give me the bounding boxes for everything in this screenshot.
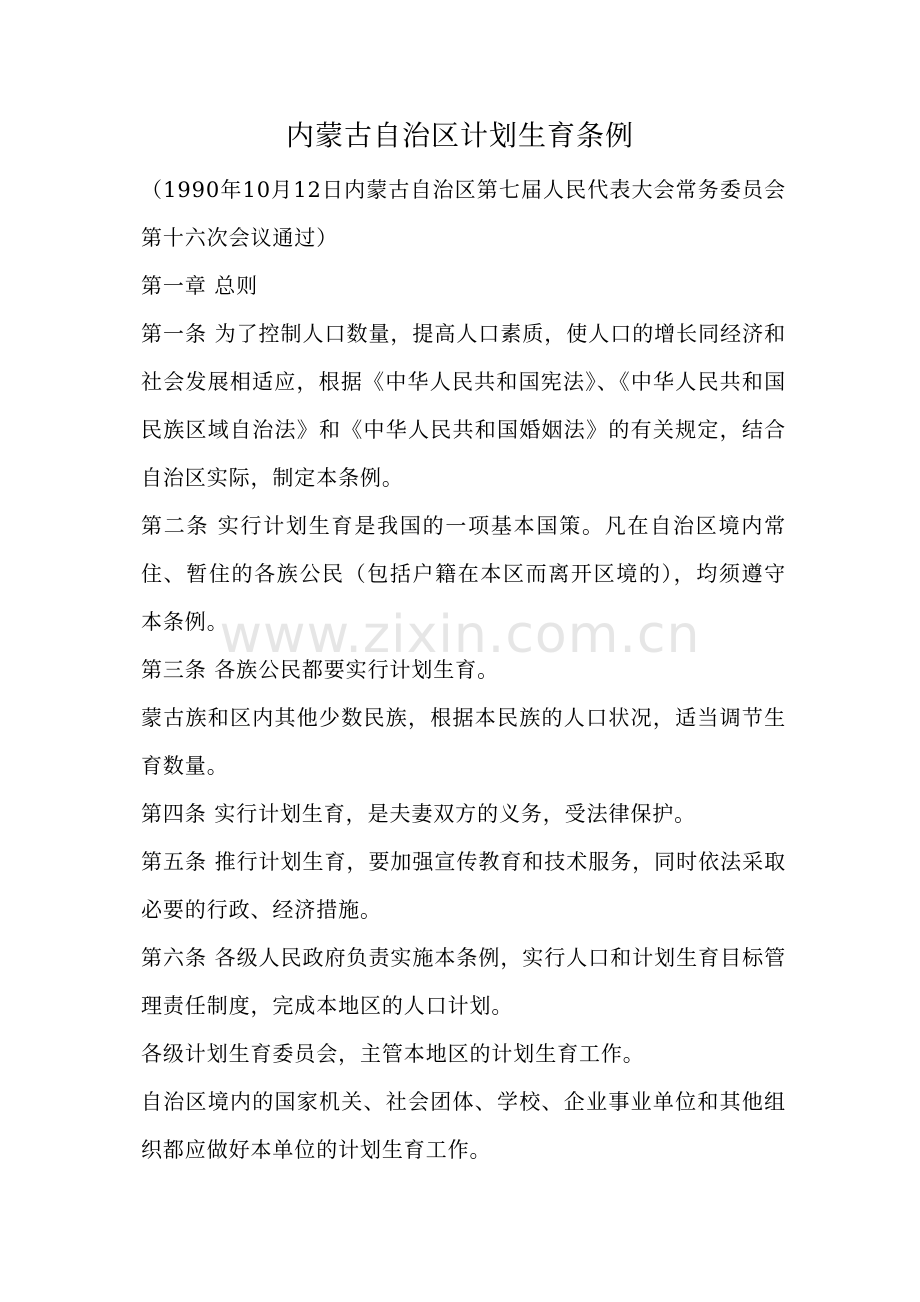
article-2: 第二条 实行计划生育是我国的一项基本国策。凡在自治区境内常住、暂住的各族公民（包括户籍在本区而离开区境的），均须遵守本条例。 bbox=[141, 514, 786, 634]
article-6-clause-2: 自治区境内的国家机关、社会团体、学校、企业事业单位和其他组织都应做好本单位的计划生育工作。 bbox=[141, 1090, 786, 1162]
article-1: 第一条 为了控制人口数量，提高人口素质，使人口的增长同经济和社会发展相适应，根据《中华人民共和国宪法》、《中华人民共和国民族区域自治法》和《中华人民共和国婚姻法》的有关规定，结合自治区实际，制定本条例。 bbox=[141, 322, 786, 490]
article-4: 第四条 实行计划生育，是夫妻双方的义务，受法律保护。 bbox=[141, 802, 697, 826]
article-6-clause-1: 各级计划生育委员会，主管本地区的计划生育工作。 bbox=[141, 1042, 645, 1066]
chapter-heading: 第一章 总则 bbox=[141, 274, 259, 298]
adoption-note: （1990年10月12日内蒙古自治区第七届人民代表大会常务委员会第十六次会议通过） bbox=[141, 178, 786, 250]
document-title: 内蒙古自治区计划生育条例 bbox=[285, 119, 634, 152]
article-3: 第三条 各族公民都要实行计划生育。 bbox=[141, 658, 499, 682]
document-body bbox=[141, 166, 786, 1174]
article-5: 第五条 推行计划生育，要加强宣传教育和技术服务，同时依法采取必要的行政、经济措施。 bbox=[141, 850, 786, 922]
article-6: 第六条 各级人民政府负责实施本条例，实行人口和计划生育目标管理责任制度，完成本地区的人口计划。 bbox=[141, 946, 786, 1018]
article-3-clause: 蒙古族和区内其他少数民族，根据本民族的人口状况，适当调节生育数量。 bbox=[141, 706, 786, 778]
watermark: www.zixin.com.cn bbox=[219, 605, 701, 665]
